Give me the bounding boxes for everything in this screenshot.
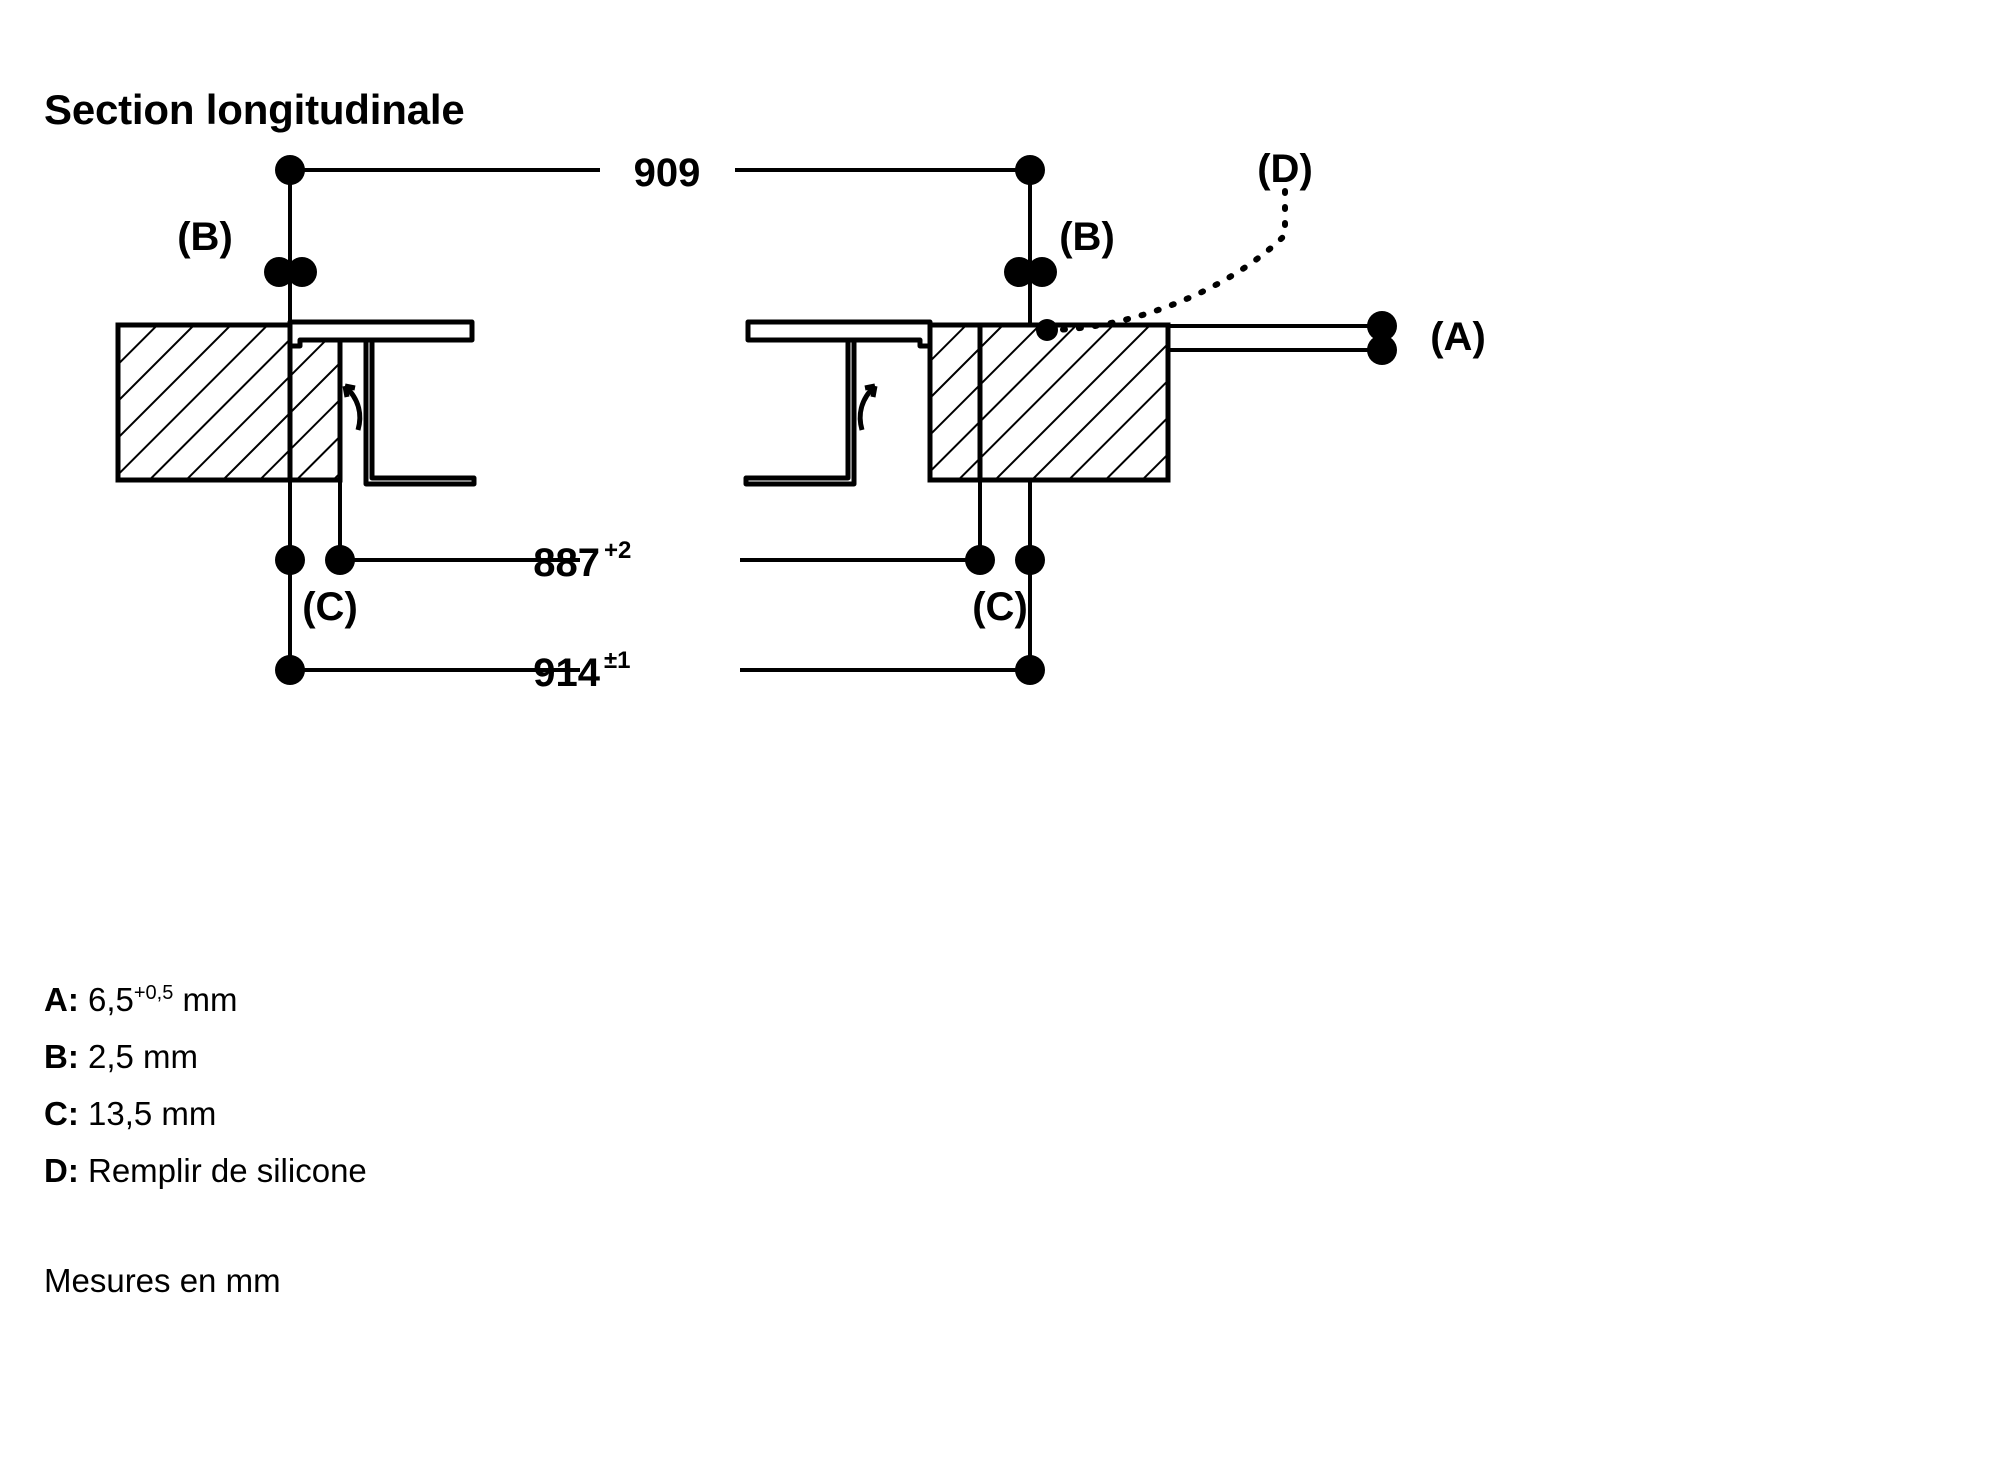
dim-887-group	[275, 537, 1045, 585]
callout-a-label: (A)	[1430, 315, 1486, 359]
legend-key-a: A:	[44, 981, 79, 1018]
legend-item-d	[44, 1142, 367, 1199]
legend-value-b: 2,5 mm	[88, 1038, 199, 1075]
lower-extension-lines	[290, 480, 1030, 670]
cross-section-diagram	[0, 150, 1600, 910]
legend-item-a	[44, 965, 367, 1028]
dim-887-sup: +2	[604, 537, 632, 564]
legend-unit-a: mm	[173, 981, 238, 1018]
legend-key-d: D:	[44, 1152, 79, 1189]
units-note: Mesures en mm	[44, 1262, 281, 1299]
legend-value-c: 13,5 mm	[88, 1095, 217, 1132]
legend-value-d: Remplir de silicone	[88, 1152, 367, 1189]
worktop-left	[118, 325, 340, 480]
callout-b-left-group	[177, 215, 317, 287]
dim-914-group	[275, 647, 1045, 695]
legend-item-c	[44, 1085, 367, 1142]
callout-c-left-label: (C)	[302, 585, 358, 629]
diagram-svg	[0, 150, 1600, 910]
callout-b-left-label: (B)	[177, 215, 233, 259]
callout-b-right-group	[1004, 215, 1115, 287]
page-title: Section longitudinale	[44, 86, 465, 133]
legend-item-b	[44, 1028, 367, 1085]
callout-b-right-label: (B)	[1059, 215, 1115, 259]
callout-a-group	[1168, 311, 1486, 365]
legend-key-b: B:	[44, 1038, 79, 1075]
dim-914-label: 914	[533, 651, 600, 695]
worktop-right	[930, 325, 1168, 480]
legend-sup-a: +0,5	[133, 982, 174, 1004]
dim-909-group	[275, 151, 1045, 195]
dim-887-label: 887	[533, 541, 600, 585]
dim-914-sup: ±1	[604, 647, 631, 674]
legend-list	[44, 965, 367, 1199]
appliance-profile-right	[746, 322, 930, 484]
legend-key-c: C:	[44, 1095, 79, 1132]
dim-909-label: 909	[633, 151, 701, 195]
legend-value-a: 6,5	[88, 981, 134, 1018]
callout-d-label: (D)	[1257, 150, 1313, 191]
callout-c-right-label: (C)	[972, 585, 1028, 629]
